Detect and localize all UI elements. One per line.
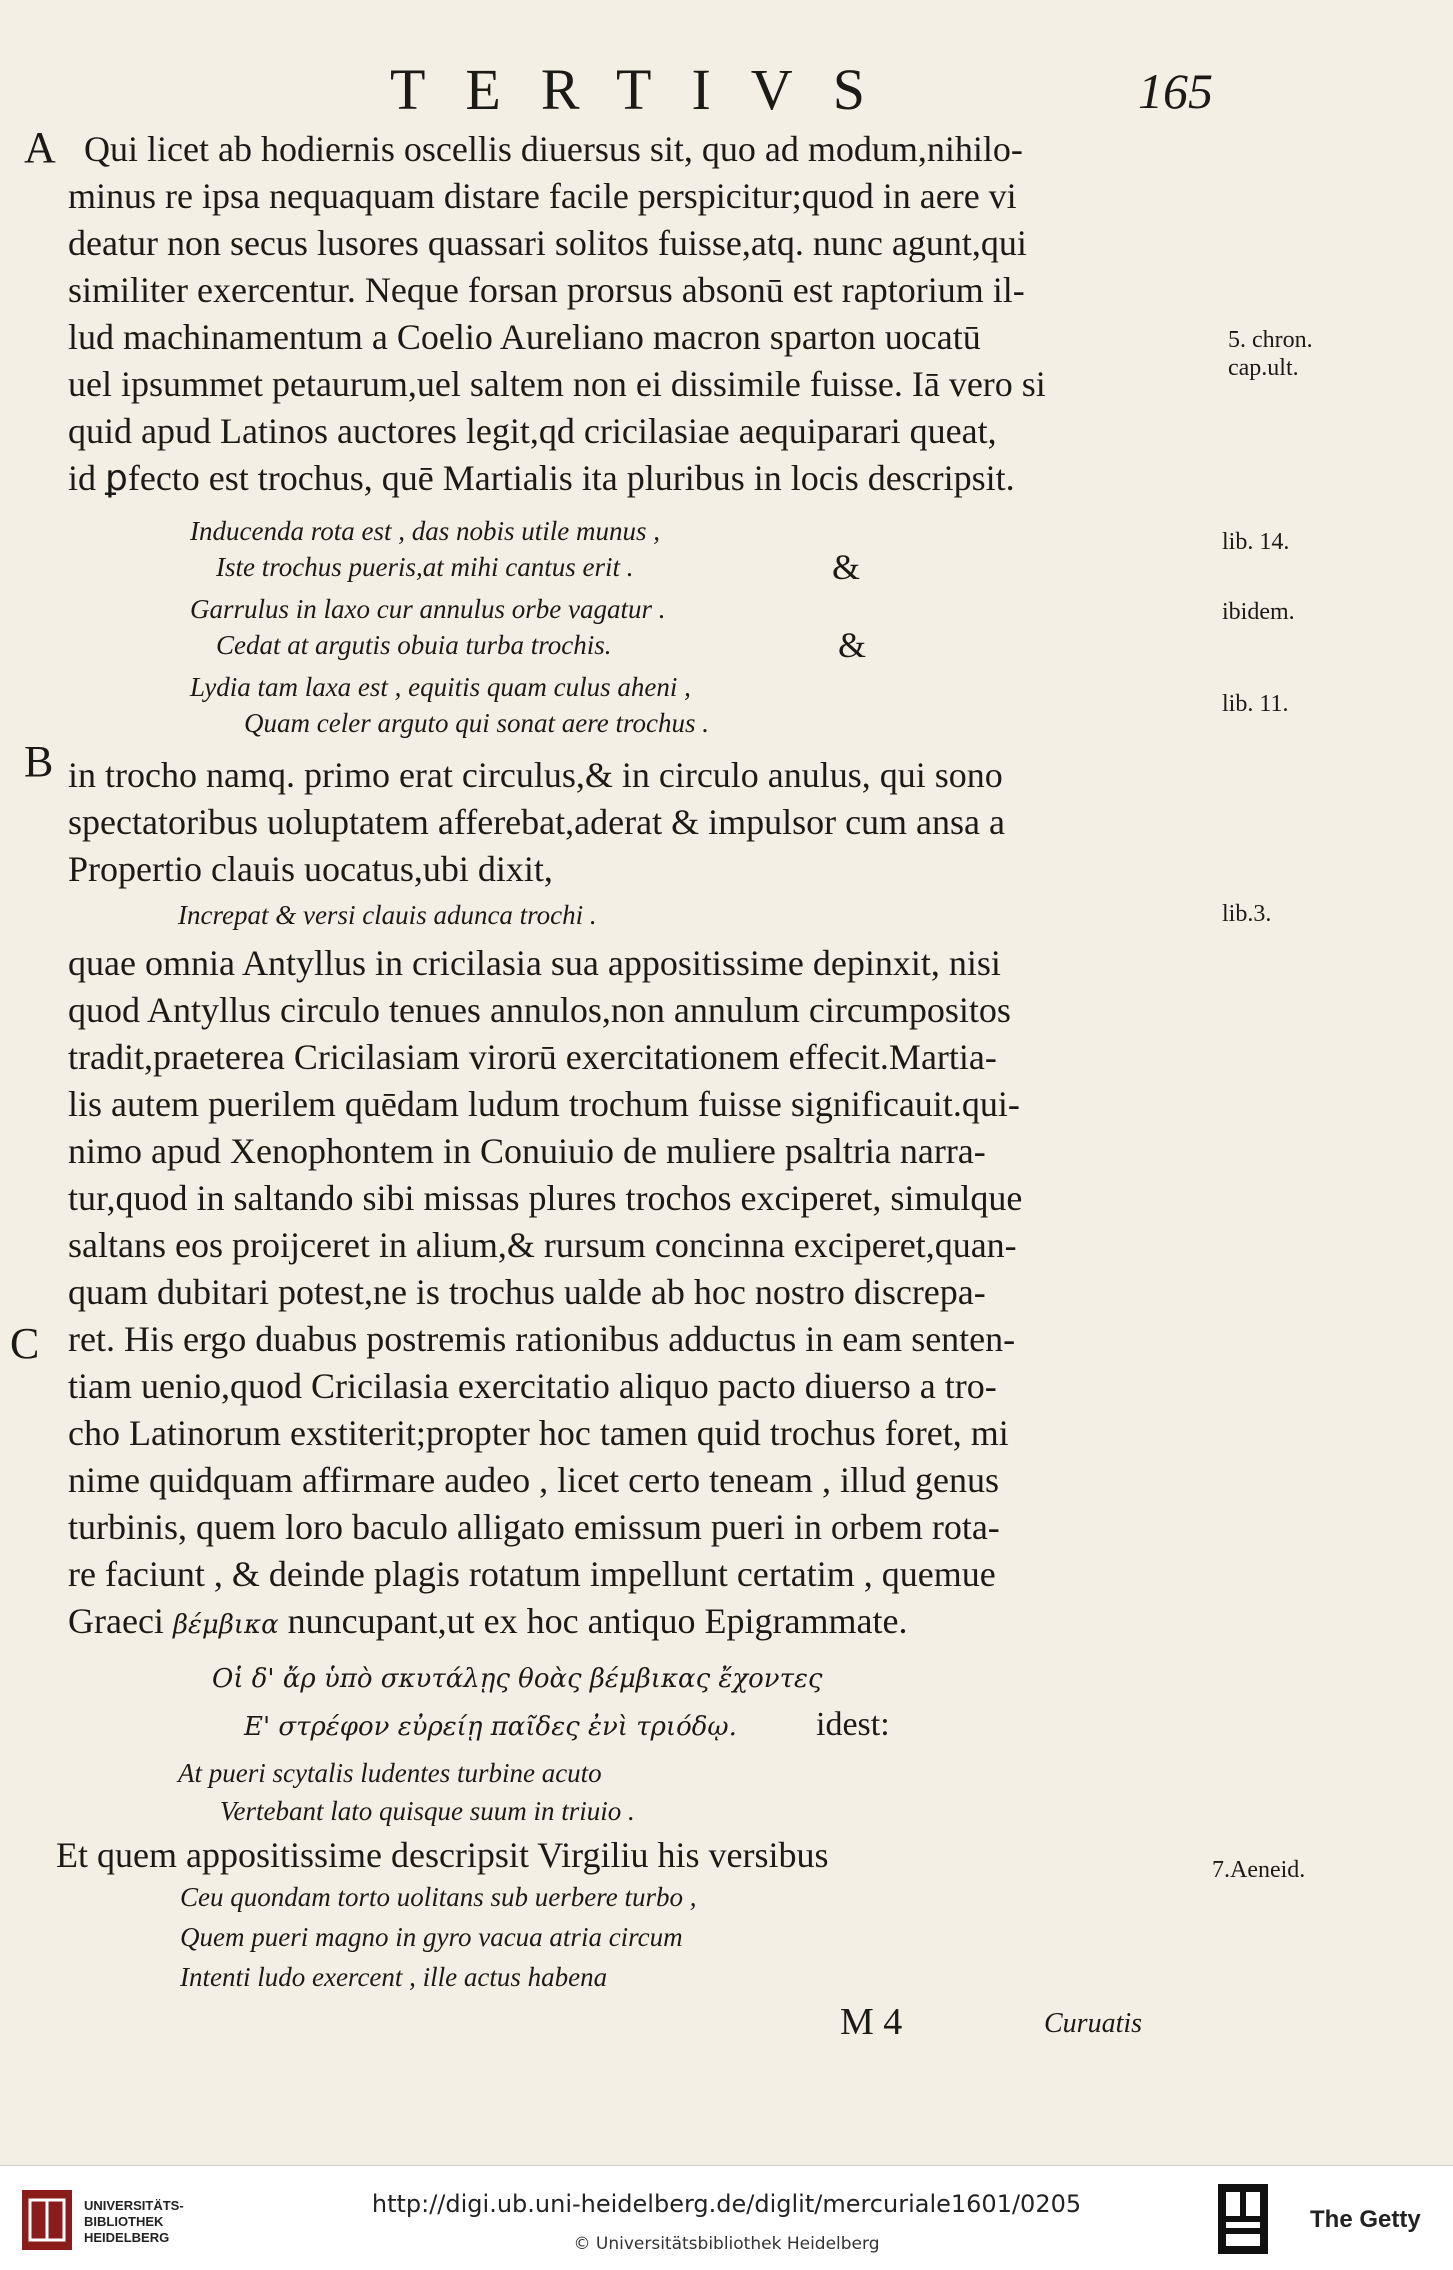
text-line: cho Latinorum exstiterit;propter hoc tamen quid trochus foret, mi xyxy=(68,1413,1009,1453)
text-line: turbinis, quem loro baculo alligato emissum pueri in orbem rota- xyxy=(68,1507,1000,1547)
section-letter-c: C xyxy=(10,1319,40,1368)
last-line-prefix: Graeci xyxy=(68,1601,164,1641)
text-line: minus re ipsa nequaquam distare facile perspicitur;quod in aere vi xyxy=(68,176,1017,216)
text-line: tur,quod in saltando sibi missas plures trochos exciperet, simulque xyxy=(68,1178,1023,1218)
text-line: Qui licet ab hodiernis oscellis diuersus sit, quo ad modum,nihilo- xyxy=(84,129,1023,169)
text-line: lis autem puerilem quēdam ludum trochum fuisse significauit.qui- xyxy=(68,1084,1020,1124)
greek-epigram-line: Ε' στρέφον εὐρείῃ παῖδες ἐνὶ τριόδῳ. xyxy=(244,1712,737,1742)
margin-note: cap.ult. xyxy=(1228,355,1299,381)
text-line: saltans eos proijceret in alium,& rursum concinna exciperet,quan- xyxy=(68,1225,1017,1265)
text-line: re faciunt , & deinde plagis rotatum impellunt certatim , quemue xyxy=(68,1554,996,1594)
last-line-suffix: nuncupant,ut ex hoc antiquo Epigrammate. xyxy=(287,1601,908,1641)
page-number: 165 xyxy=(1138,63,1213,119)
source-url-link[interactable]: http://digi.ub.uni-heidelberg.de/diglit/mercuriale1601/0205 xyxy=(371,2190,1082,2218)
idest-label: idest: xyxy=(816,1706,890,1743)
verse-line: Ceu quondam torto uolitans sub uerbere turbo , xyxy=(180,1882,697,1912)
getty-logo[interactable] xyxy=(1218,2184,1438,2254)
ampersand: & xyxy=(832,547,861,587)
catchword: Curuatis xyxy=(1044,2008,1143,2039)
text-line: uel ipsummet petaurum,uel saltem non ei dissimile fuisse. Iā vero si xyxy=(68,364,1046,404)
margin-note: lib.3. xyxy=(1222,901,1272,927)
page-header xyxy=(0,56,1453,126)
text-line: nime quidquam affirmare audeo , licet certo teneam , illud genus xyxy=(68,1460,1000,1500)
text-line: in trocho namq. primo erat circulus,& in circulo anulus, qui sono xyxy=(68,755,1003,795)
text-line xyxy=(68,1598,1228,1648)
margin-note: lib. 14. xyxy=(1222,529,1290,555)
text-line: quod Antyllus circulo tenues annulos,non annulum circumpositos xyxy=(68,990,1011,1030)
margin-note: ibidem. xyxy=(1222,599,1295,625)
text-line: similiter exercentur. Neque forsan prorsus absonū est raptorium il- xyxy=(68,270,1025,310)
ampersand: & xyxy=(838,625,867,665)
signature-mark: M 4 xyxy=(840,2001,903,2043)
viewer-footer xyxy=(0,2165,1453,2270)
getty-label: The Getty xyxy=(1310,2206,1421,2233)
text-line: lud machinamentum a Coelio Aureliano macron sparton uocatū xyxy=(68,317,981,357)
verse-line: Intenti ludo exercent , ille actus habena xyxy=(180,1962,608,1992)
text-line: Et quem appositissime descripsit Virgiliu his versibus xyxy=(56,1835,829,1875)
text-line: tiam uenio,quod Cricilasia exercitatio aliquo pacto diuerso a tro- xyxy=(68,1366,997,1406)
margin-note: 5. chron. xyxy=(1228,327,1313,353)
running-title: TERTIVS xyxy=(390,57,905,122)
verse-line: Vertebant lato quisque suum in triuio . xyxy=(220,1796,635,1826)
text-line: deatur non secus lusores quassari solitos fuisse,atq. nunc agunt,qui xyxy=(68,223,1027,263)
text-line: tradit,praeterea Cricilasiam virorū exercitationem effecit.Martia- xyxy=(68,1037,997,1077)
text-line: ret. His ergo duabus postremis rationibus adductus in eam senten- xyxy=(68,1319,1016,1359)
text-line: spectatoribus uoluptatem afferebat,aderat & impulsor cum ansa a xyxy=(68,802,1006,842)
copyright-notice: © Universitätsbibliothek Heidelberg xyxy=(573,2234,880,2254)
verse-line: Garrulus in laxo cur annulus orbe vagatur . xyxy=(190,594,666,624)
verse-line: Inducenda rota est , das nobis utile munus , xyxy=(190,516,660,546)
section-letter-a: A xyxy=(24,123,56,172)
text-line: nimo apud Xenophontem in Conuiuio de muliere psaltria narra- xyxy=(68,1131,986,1171)
verse-line: Cedat at argutis obuia turba trochis. xyxy=(216,630,612,660)
text-line: quam dubitari potest,ne is trochus ualde ab hoc nostro discrepa- xyxy=(68,1272,986,1312)
margin-note: lib. 11. xyxy=(1222,691,1289,717)
verse-line: Iste trochus pueris,at mihi cantus erit . xyxy=(216,552,634,582)
text-line: quid apud Latinos auctores legit,qd cricilasiae aequiparari queat, xyxy=(68,411,997,451)
text-line: Propertio clauis uocatus,ubi dixit, xyxy=(68,849,553,889)
section-letter-b: B xyxy=(24,737,54,786)
greek-word: βέμβικα xyxy=(172,1610,279,1640)
text-line: quae omnia Antyllus in cricilasia sua appositissime depinxit, nisi xyxy=(68,943,1001,983)
verse-line: At pueri scytalis ludentes turbine acuto xyxy=(178,1758,602,1788)
text-line: id ꝑfecto est trochus, quē Martialis ita pluribus in locis descripsit. xyxy=(68,458,1015,498)
verse-line: Increpat & versi clauis adunca trochi . xyxy=(178,900,597,930)
greek-epigram-line: Οἱ δ' ἄρ ὑπὸ σκυτάλῃς θοὰς βέμβικας ἔχοντες xyxy=(212,1664,823,1694)
verse-line: Quam celer arguto qui sonat aere trochus . xyxy=(244,708,709,738)
margin-note: 7.Aeneid. xyxy=(1212,1857,1306,1883)
verse-line: Quem pueri magno in gyro vacua atria circum xyxy=(180,1922,683,1952)
library-name: UNIVERSITÄTS- BIBLIOTHEK HEIDELBERG xyxy=(84,2198,184,2245)
getty-mark-icon xyxy=(1218,2184,1268,2254)
verse-line: Lydia tam laxa est , equitis quam culus aheni , xyxy=(190,672,691,702)
